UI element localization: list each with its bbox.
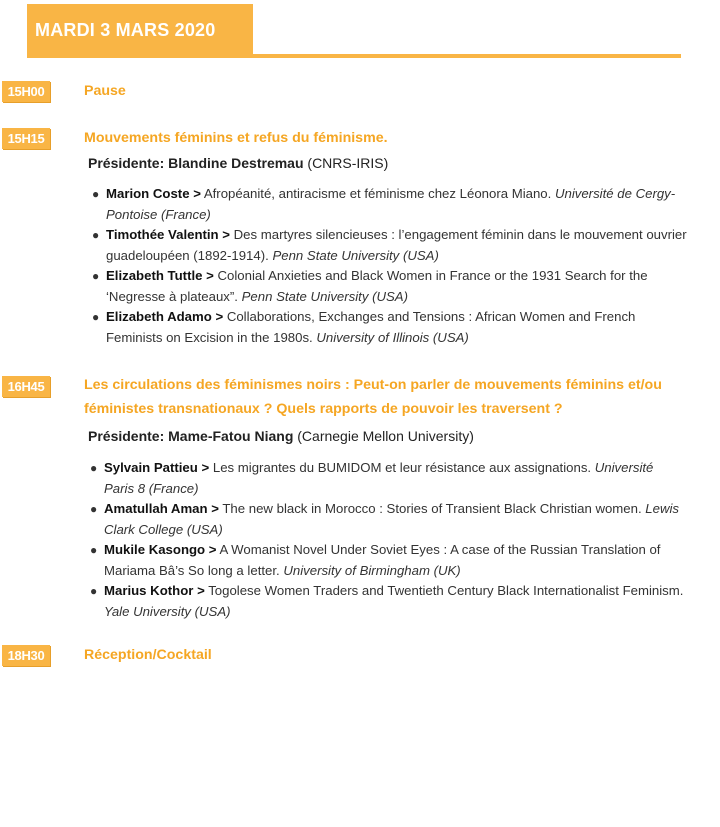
talk-separator: >	[193, 186, 201, 201]
talk-item	[88, 225, 688, 266]
talk-item	[88, 184, 688, 225]
talk-list	[86, 458, 686, 622]
talk-speaker: Marius Kothor	[104, 583, 194, 598]
talk-separator: >	[222, 227, 230, 242]
slot-title: Réception/Cocktail	[84, 647, 212, 663]
day-title: MARDI 3 MARS 2020	[35, 19, 216, 40]
talk-title: Collaborations, Exchanges and Tensions : African Women and French Feminists on Excision in the 1980s.	[106, 309, 636, 345]
chair-affiliation: (Carnegie Mellon University)	[297, 428, 474, 444]
talk-speaker: Mukile Kasongo	[104, 542, 206, 557]
chair-label: Présidente:	[88, 155, 165, 171]
bullet-icon: ●	[92, 228, 100, 242]
time-badge: 15H00	[2, 81, 50, 102]
talk-item	[86, 581, 686, 622]
session-chair	[88, 428, 474, 444]
talk-separator: >	[201, 460, 210, 475]
bullet-icon: ●	[92, 187, 100, 201]
talk-separator: >	[215, 309, 224, 324]
talk-item	[86, 499, 686, 540]
talk-title: A Womanist Novel Under Soviet Eyes : A case of the Russian Translation of Mariama Bâ’s So long a letter.	[104, 542, 661, 578]
talk-affiliation: Université Paris 8 (France)	[104, 460, 654, 496]
talk-affiliation: University of Illinois (USA)	[316, 329, 469, 345]
chair-name: Mame-Fatou Niang	[168, 428, 294, 444]
talk-list	[88, 184, 688, 348]
talk-speaker: Marion Coste	[106, 186, 190, 201]
slot-title: Pause	[84, 83, 126, 99]
talk-speaker: Elizabeth Adamo	[106, 309, 212, 324]
time-badge: 15H15	[2, 128, 50, 149]
talk-title: Colonial Anxieties and Black Women in France or the 1931 Search for the ‘Negresse à plateaux”.	[106, 268, 648, 304]
chair-name: Blandine Destremau	[168, 155, 304, 171]
talk-speaker: Timothée Valentin	[106, 227, 219, 242]
bullet-icon: ●	[92, 269, 100, 283]
day-banner	[27, 4, 253, 56]
talk-separator: >	[197, 583, 205, 598]
talk-item	[88, 266, 688, 307]
chair-label: Présidente:	[88, 428, 165, 444]
talk-affiliation: Penn State University (USA)	[272, 247, 439, 263]
bullet-icon: ●	[90, 584, 98, 598]
talk-affiliation: Lewis Clark College (USA)	[104, 501, 680, 537]
bullet-icon: ●	[90, 543, 98, 557]
talk-title: Les migrantes du BUMIDOM et leur résistance aux assignations.	[212, 460, 592, 475]
bullet-icon: ●	[90, 502, 98, 516]
talk-separator: >	[211, 501, 219, 516]
talk-affiliation: Penn State University (USA)	[241, 288, 408, 304]
talk-affiliation: Université de Cergy-Pontoise (France)	[106, 186, 676, 222]
talk-speaker: Elizabeth Tuttle	[106, 268, 203, 283]
talk-affiliation: Yale University (USA)	[104, 603, 231, 619]
talk-title: The new black in Morocco : Stories of Transient Black Christian women.	[222, 501, 642, 516]
talk-title: Afropéanité, antiracisme et féminisme chez Léonora Miano.	[203, 186, 552, 201]
slot-title: Les circulations des féminismes noirs : Peut-on parler de mouvements féminins et/ou féministes transnationaux ? Quels rapports de pouvoir les traversent ?	[84, 377, 662, 417]
slot-title: Mouvements féminins et refus du féminisme.	[84, 130, 388, 146]
talk-speaker: Amatullah Aman	[104, 501, 208, 516]
talk-separator: >	[208, 542, 217, 557]
talk-item	[86, 458, 686, 499]
talk-affiliation: University of Birmingham (UK)	[283, 562, 461, 578]
time-badge: 18H30	[2, 645, 50, 666]
talk-speaker: Sylvain Pattieu	[104, 460, 198, 475]
chair-affiliation: (CNRS-IRIS)	[307, 155, 389, 171]
talk-title: Des martyres silencieuses : l’engagement féminin dans le mouvement ouvrier guadeloupéen (1892-1914).	[106, 227, 687, 263]
talk-item	[88, 307, 688, 348]
talk-separator: >	[206, 268, 214, 283]
talk-title: Togolese Women Traders and Twentieth Century Black Internationalist Feminism.	[208, 583, 684, 598]
session-chair	[88, 155, 388, 171]
time-badge: 16H45	[2, 376, 50, 397]
talk-item	[86, 540, 686, 581]
bullet-icon: ●	[92, 310, 100, 324]
bullet-icon: ●	[90, 461, 98, 475]
day-divider	[27, 54, 681, 58]
